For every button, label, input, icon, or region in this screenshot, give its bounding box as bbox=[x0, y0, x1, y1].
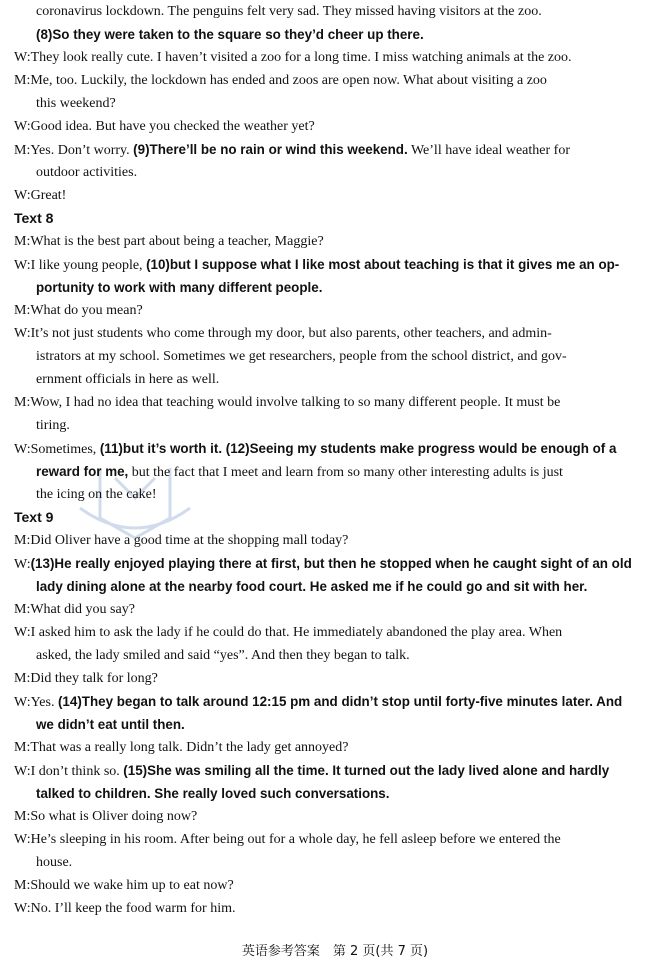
transcript-line bbox=[14, 713, 658, 736]
transcript-line bbox=[14, 230, 658, 253]
transcript-line bbox=[14, 552, 658, 575]
answer-highlight: (8)So they were taken to the square so they’d cheer up there. bbox=[36, 27, 424, 42]
transcript-line bbox=[14, 575, 658, 598]
transcript-line bbox=[14, 322, 658, 345]
section-heading bbox=[14, 506, 658, 529]
line-text: W:Great! bbox=[14, 188, 67, 203]
transcript-line bbox=[14, 299, 658, 322]
line-text: coronavirus lockdown. The penguins felt very sad. They missed having visitors at the zoo. bbox=[36, 4, 542, 19]
transcript-line bbox=[14, 690, 658, 713]
line-text: W:I asked him to ask the lady if he could do that. He immediately abandoned the play area. When bbox=[14, 625, 563, 640]
line-text: M:So what is Oliver doing now? bbox=[14, 809, 198, 824]
line-text: asked, the lady smiled and said “yes”. And then they began to talk. bbox=[36, 648, 410, 663]
line-text: Text 8 bbox=[14, 210, 54, 226]
line-text-after: but the fact that I meet and learn from so many other interesting adults is just bbox=[128, 465, 563, 480]
transcript-line bbox=[14, 253, 658, 276]
transcript-line bbox=[14, 897, 658, 920]
section-heading bbox=[14, 207, 658, 230]
answer-highlight: portunity to work with many different people. bbox=[36, 280, 323, 295]
transcript-line bbox=[14, 115, 658, 138]
answer-highlight: (9)There’ll be no rain or wind this weekend. bbox=[133, 142, 408, 157]
answer-highlight: (11)but it’s worth it. (12)Seeing my students make progress would be enough of a bbox=[99, 441, 617, 456]
transcript-line bbox=[14, 759, 658, 782]
transcript-line bbox=[14, 161, 658, 184]
transcript-line bbox=[14, 368, 658, 391]
line-text: M:Did they talk for long? bbox=[14, 671, 158, 686]
answer-highlight: we didn’t eat until then. bbox=[36, 717, 185, 732]
answer-highlight: (10)but I suppose what I like most about teaching is that it gives me an op- bbox=[146, 257, 620, 272]
answer-highlight: reward for me, bbox=[36, 464, 129, 479]
transcript-line bbox=[14, 69, 658, 92]
line-text: W:Yes. bbox=[14, 695, 58, 710]
answer-highlight: (13)He really enjoyed playing there at first, but then he stopped when he caught sight of an old bbox=[30, 556, 632, 571]
line-text: tiring. bbox=[36, 418, 70, 433]
transcript-line bbox=[14, 345, 658, 368]
line-text: M:What did you say? bbox=[14, 602, 135, 617]
transcript-line bbox=[14, 0, 658, 23]
transcript-line bbox=[14, 184, 658, 207]
transcript-line bbox=[14, 621, 658, 644]
line-text: W:Sometimes, bbox=[14, 442, 100, 457]
line-text: W:Good idea. But have you checked the weather yet? bbox=[14, 119, 315, 134]
line-text: M:What is the best part about being a teacher, Maggie? bbox=[14, 234, 324, 249]
transcript-line bbox=[14, 874, 658, 897]
transcript-line bbox=[14, 414, 658, 437]
transcript-line bbox=[14, 736, 658, 759]
transcript-line bbox=[14, 437, 658, 460]
line-text: W:He’s sleeping in his room. After being out for a whole day, he fell asleep before we entered the bbox=[14, 832, 561, 847]
line-text: M:Yes. Don’t worry. bbox=[14, 143, 134, 158]
line-text: M:Wow, I had no idea that teaching would involve talking to so many different people. It must be bbox=[14, 395, 561, 410]
answer-highlight: (15)She was smiling all the time. It turned out the lady lived alone and hardly bbox=[123, 763, 610, 778]
answer-highlight: talked to children. She really loved such conversations. bbox=[36, 786, 390, 801]
transcript-line bbox=[14, 460, 658, 483]
transcript-line bbox=[14, 644, 658, 667]
line-text: M:Me, too. Luckily, the lockdown has ended and zoos are open now. What about visiting a zoo bbox=[14, 73, 547, 88]
transcript-line bbox=[14, 667, 658, 690]
answer-highlight: lady dining alone at the nearby food court. He asked me if he could go and sit with her. bbox=[36, 579, 588, 594]
line-text: outdoor activities. bbox=[36, 165, 138, 180]
transcript-line bbox=[14, 805, 658, 828]
line-text: W:No. I’ll keep the food warm for him. bbox=[14, 901, 236, 916]
transcript-line bbox=[14, 782, 658, 805]
line-text: W:It’s not just students who come through my door, but also parents, other teachers, and admin- bbox=[14, 326, 552, 341]
transcript-line bbox=[14, 92, 658, 115]
line-text: this weekend? bbox=[36, 96, 116, 111]
line-text: W:I don’t think so. bbox=[14, 764, 124, 779]
answer-highlight: (14)They began to talk around 12:15 pm and didn’t stop until forty-five minutes later. And bbox=[57, 694, 623, 709]
transcript-line bbox=[14, 828, 658, 851]
line-text: W: bbox=[14, 557, 31, 572]
line-text: M:What do you mean? bbox=[14, 303, 143, 318]
line-text: istrators at my school. Sometimes we get researchers, people from the school district, and gov- bbox=[36, 349, 567, 364]
line-text-after: We’ll have ideal weather for bbox=[407, 143, 570, 158]
line-text: M:Did Oliver have a good time at the shopping mall today? bbox=[14, 533, 349, 548]
transcript-line bbox=[14, 483, 658, 506]
transcript-line bbox=[14, 529, 658, 552]
transcript-line bbox=[14, 276, 658, 299]
transcript-line bbox=[14, 391, 658, 414]
line-text: the icing on the cake! bbox=[36, 487, 157, 502]
line-text: house. bbox=[36, 855, 73, 870]
transcript-line bbox=[14, 138, 658, 161]
answer-transcript-page bbox=[14, 0, 658, 920]
line-text: Text 9 bbox=[14, 509, 54, 525]
line-text: M:That was a really long talk. Didn’t the lady get annoyed? bbox=[14, 740, 349, 755]
line-text: ernment officials in here as well. bbox=[36, 372, 220, 387]
page-footer: 英语参考答案 第 2 页(共 7 页) bbox=[241, 944, 429, 959]
transcript-line bbox=[14, 598, 658, 621]
transcript-line bbox=[14, 851, 658, 874]
line-text: M:Should we wake him up to eat now? bbox=[14, 878, 234, 893]
transcript-line bbox=[14, 46, 658, 69]
transcript-line bbox=[14, 23, 658, 46]
line-text: W:I like young people, bbox=[14, 258, 147, 273]
line-text: W:They look really cute. I haven’t visited a zoo for a long time. I miss watching animals at the zoo. bbox=[14, 50, 572, 65]
